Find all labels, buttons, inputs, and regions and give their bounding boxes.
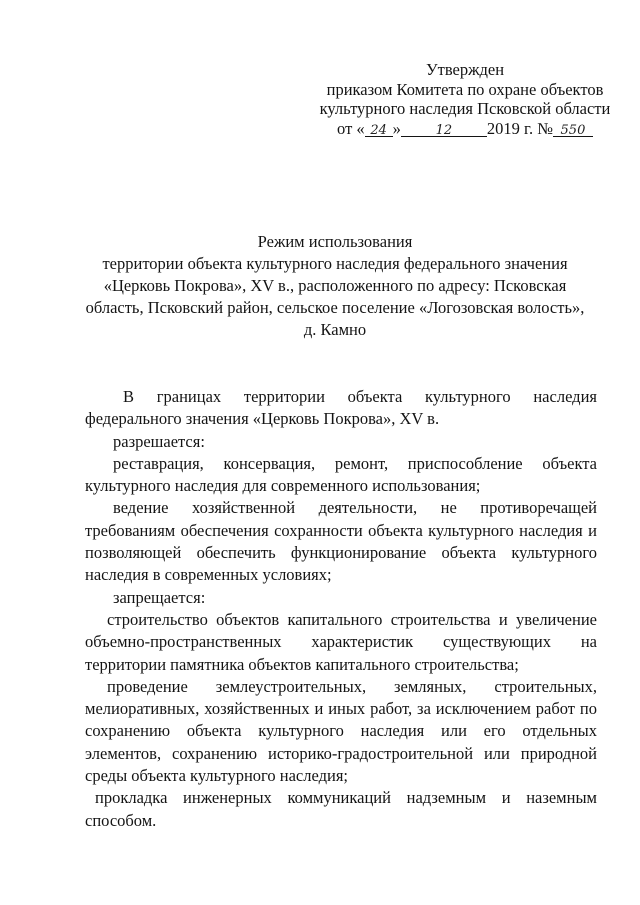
- approval-order-line: приказом Комитета по охране объектов: [326, 79, 604, 99]
- day-handwritten: 24: [370, 122, 387, 138]
- forbidden-item-2: проведение землеустроительных, земляных, строительных, мелиоративных, хозяйственных и иных работ, за исключением работ по сохранению объекта культурного наследия или его отдельных элементов, сохранению историко-градостроительной или природной среды объекта культурного наследия;: [85, 676, 597, 786]
- title-line-2: территории объекта культурного наследия федерального значения: [102, 254, 568, 273]
- forbidden-label: запрещается:: [113, 587, 206, 607]
- date-prefix: от «: [337, 118, 365, 138]
- document-title: [85, 231, 585, 341]
- allowed-label: разрешается:: [113, 431, 205, 451]
- day-field: [365, 119, 393, 137]
- approval-title: Утвержден: [425, 60, 505, 79]
- title-line-4: область, Псковский район, сельское поселение «Логозовская волость»,: [85, 298, 585, 317]
- allowed-item-2: ведение хозяйственной деятельности, не противоречащей требованиям обеспечения сохранности объекта культурного наследия и позволяющей обеспечить функционирование объекта культурного наследия в современных условиях;: [85, 498, 597, 585]
- title-line-5: д. Камно: [303, 320, 367, 339]
- approval-block: [300, 60, 630, 138]
- approval-committee-line: культурного наследия Псковской области: [319, 99, 611, 118]
- allowed-item-1: реставрация, консервация, ремонт, приспособление объекта культурного наследия для современного использования;: [85, 453, 597, 496]
- title-line-1: Режим использования: [257, 232, 413, 251]
- number-handwritten: 550: [560, 122, 586, 138]
- forbidden-item-1: строительство объектов капитального строительства и увеличение объемно-пространственных характеристик существующих на территории памятника объектов капитального строительства;: [85, 609, 597, 674]
- month-handwritten: 12: [435, 122, 453, 138]
- date-mid: »: [392, 118, 401, 138]
- forbidden-item-3: прокладка инженерных коммуникаций надземным и наземным способом.: [85, 788, 597, 830]
- title-line-3: «Церковь Покрова», XV в., расположенного по адресу: Псковская: [103, 276, 567, 295]
- document-body: [85, 386, 597, 832]
- intro-paragraph: В границах территории объекта культурного наследия федерального значения «Церковь Покрова», XV в.: [85, 387, 597, 429]
- number-field: [553, 119, 593, 137]
- month-field: [401, 119, 487, 137]
- year-text: 2019 г. №: [486, 118, 553, 138]
- approval-date-line: [300, 119, 630, 139]
